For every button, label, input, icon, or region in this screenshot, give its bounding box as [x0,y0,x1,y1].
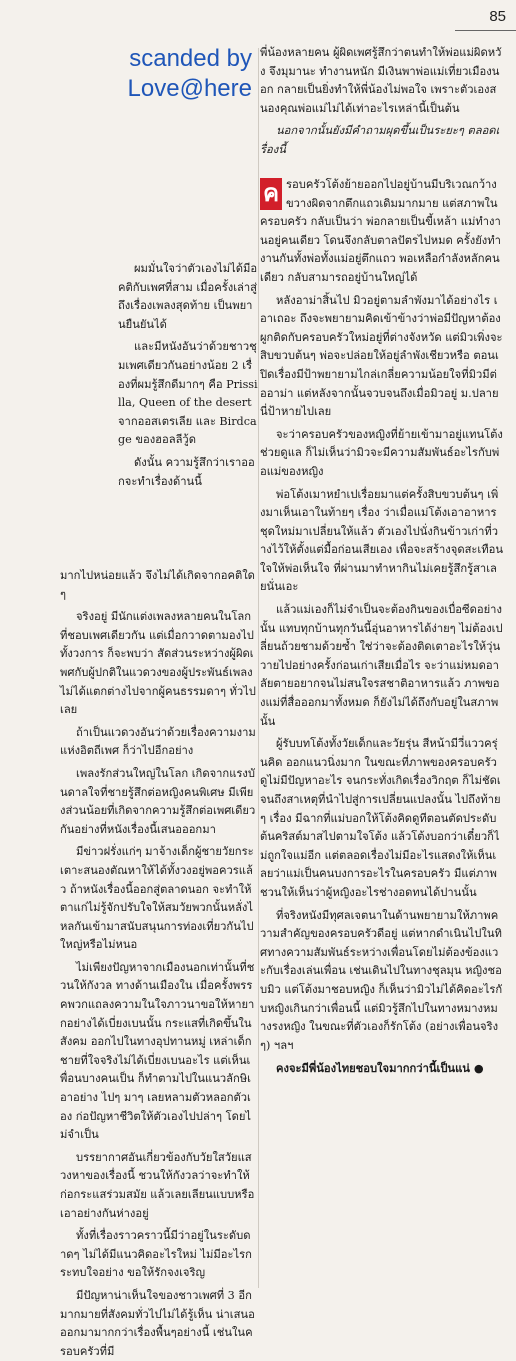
paragraph: ที่จริงหนังมีทุศลเจตนาในด้านพยายามให้ภาพความสำคัญของครอบครัวดีอยู่ แต่หากดำเนินไปในทิศทางความสัมพันธ์ระหว่างเพื่อนโดยไม่ต้องข้องแวะกับเรื่องเล่นเพื่อน เช่นเดินไปในทางชุลมุน หญิงชอบมิว แต่โต้งมาชอบหญิง ก็เห็นว่ามิวไม่ได้คิดอะไรกับหญิงเกินกว่าเพื่อนนี้ แต่มิวรู้สึกไปในทางหมางหมางรงหญิง ในขณะที่ตัวเองก็รักโต้ง (อย่างเพื่อนจริงๆ) ฯลฯ [260,908,503,1052]
paragraph: บรรยากาศอันเกี่ยวข้องกับวัยใสวัยแสวงหาของเรื่องนี้ ชวนให้กังวลว่าจะทำให้ก่อกระแสร่วมสมัย แล้วเลยเลียนแบบหรือเอาอย่างกันห่างอยู่ [60,1150,255,1220]
paragraph: ไม่เพียงปัญหาจากเมืองนอกเท่านั้นที่ชวนให้กังวล ทางด้านเมืองใน เมื่อครั้งพรรคพวกแถลงความในใจภาวนาขอให้หายากอย่างได้เบี่ยงเบนนั้น กระแสที่เกิดขึ้นในสังคม ออกไปในทางอุปทานหมู่ เหล่าเด็กชายที่ใจจริงไม่ได้เบี่ยงเบนอะไร แต่เห็นเพื่อนบางคนเป็น ก็ทำตามไปในแนวลักษิเอาอย่าง ไปๆ มาๆ เลยหลามตัวหลอกตัวเอง ก่อปัญหาชีวิตให้ตัวเองไปปล่าๆ โดยไม่จำเป็น [60,960,255,1142]
paragraph: มีปัญหาน่าเห็นใจของชาวเพศที่ 3 อีกมากมายที่สังคมทั่วไปไม่ได้รู้เห็น น่าเสนอออกมามากกว่าเรื่องพื้นๆอย่างนี้ เช่นในครอบครัวที่มี [60,1288,255,1358]
paragraph: ทั้งที่เรื่องราวคราวนี้มีว่าอยู่ในระดับดาดๆ ไม่ได้มีแนวคิดอะไรใหม่ ไม่มีอะไรกระทบใจอย่าง ขอให้รักจงเจริญ [60,1229,252,1280]
paragraph: มีข่าวฝรั่งแก่ๆ มาจ้างเด็กผู้ชายวัยกระเตาะสนองตัณหาให้ได้ทั้งวงอยู่พอควรแล้ว ถ้าหนังเรื่องนี้ออกสู่ตลาดนอก จะทำให้ตาแก่ไม่รู้จักปรับใจให้สมวัยพวกนั้นหลั่งไหลกันเข้ามาสนับสนุนการท่องเที่ยวกันไปใหญ่หรือไม่หนอ [60,845,254,952]
left-column-middle [118,260,258,570]
right-column-top [260,44,503,174]
closing-line: คงจะมีพี่น้องไทยชอบใจมากกว่านี้เป็นแน่ ● [276,1061,484,1076]
left-column-bottom [60,567,256,1358]
paragraph-text: รอบครัวโต้งย้ายออกไปอยู่บ้านมีบริเวณกว้างขวางผิดจากตึกแถวเดิมมากมาย แต่สภาพในครอบครัว กลับเป็นว่า พ่อกลายเป็นขี้เหล้า แม่ทำงานอยู่คนเดียว โดนจึงกลับตาลปัตรไปหมด ครั้งยังทำงานกันทั้งพ่อทั้งแม่อยู่ตึกแถว พอเหลือกำลังหลักคนเดียว กลับสามารถอยู่บ้านใหญ่ได้ [260,178,501,284]
scan-credit-line-1: scanded by [129,45,252,72]
paragraph: แล้วแม่เองก็ไม่จำเป็นจะต้องกินของเบื่อซีดอย่างนั้น แทบทุกบ้านทุกวันนี้อุ่นอาหารได้ง่ายๆ ไม่ต้องเปลี่ยนถ้วยชามด้วยซ้ำ ใช่ว่าจะต้องติดเตาอะไรให้วุ่นวายไปอย่างครั้งก่อนเก่าเสียเมื่อไร จะว่าแม่หมดอาลัยตายอยากจนไม่สนใจรสชาติอาหารแล้ว ภาพของแม่ที่สื่อออกมาทั้งหมด ก็ยังไม่ได้ถึงกับอยู่ในสภาพนั้น [260,603,503,728]
paragraph: จริงอยู่ มีนักแต่งเพลงหลายคนในโลกที่ชอบเพศเดียวกัน แต่เมื่อกวาดตามองไปทั้งวงการ ก็จะพบว่า สัดส่วนระหว่างผู้ผิดเพศกับผู้ปกติในแวดวงของผู้ประพันธ์เพลง ไม่ได้แตกต่างไปจากผู้คนธรรมดาๆ ทั่วไปเลย [60,610,256,717]
drop-cap: ค [260,178,282,210]
paragraph: หลังอาม่าสิ้นไป มิวอยู่ตามลำพังมาได้อย่างไร เอาเถอะ ถึงจะพยายามคิดเข้าข้างว่าพ่อมีปัญหาต้องผูกติดกับครอบครัวใหม่อยู่ที่ต่างจังหวัด แต่มิวเพิ่งจะสิบขวบต้นๆ พ่อจะปล่อยให้อยู่ลำพังเชียวหรือ ตอนเปิดเรื่องมีป้าพยายามไกล่เกลี่ยความน้อยใจที่มิวมีต่ออาม่า แต่หลังจากนั้นจวบจนถึงเมื่อมิวอยู่ ม.ปลายนี่ป้าหายไปเลย [260,293,503,419]
paragraph: ผมมั่นใจว่าตัวเองไม่ได้มีอคติกับเพศที่สาม เมื่อครั้งเล่าสู่ถึงเรื่องเพลงสุดท้าย เป็นพยานยืนยันได้ [118,262,258,331]
paragraph: มากไปหน่อยแล้ว จึงไม่ได้เกิดจากอคติใดๆ [60,569,255,601]
paragraph: จะว่าครอบครัวของหญิงที่ย้ายเข้ามาอยู่แทนโต้งช่วยดูแล ก็ไม่เห็นว่ามิวจะมีความสัมพันธ์อะไรกับพ่อแม่ของหญิง [260,427,503,478]
column-divider [258,48,259,1288]
paragraph: ดังนั้น ความรู้สึกว่าเราออกจะทำเรื่องด้านนี้ [118,455,255,488]
right-column-main [260,176,503,1300]
paragraph: และมีหนังอันว่าด้วยชาวชุมเพศเดียวกันอย่างน้อย 2 เรื่องที่ผมรู้สึกดีมากๆ คือ Prissilla, Queen of the desert จากออสเตรเลีย และ Birdcage ของฮอลลีวู้ด [118,340,258,447]
scan-credit [80,44,252,104]
paragraph: ผู้รับบทโต้งทั้งวัยเด็กและวัยรุ่น สีหน้ามีวี่แววครุ่นคิด ออกแนวนิ่งมาก ในขณะที่ภาพของครอบครัวดูไม่มีปัญหาอะไร จนกระทั่งเกิดเรื่องวิกฤต ก็ไม่ชัดเจนถึงสาเหตุที่นำไปสู่การเปลี่ยนแปลงนั้น ไปถึงท้ายๆ เรื่อง มีฉากที่แม่บอกให้โต้งคิดดูทีตอนตัดประดับต้นคริสต์มาสไปตามใจโต้ง แล้วโต้งบอกว่าเดี๋ยวก็ไม่ถูกใจแม่อีก แต่ตลอดเรื่องไม่มีอะไรแสดงให้เห็นเลยว่าแม่เป็นคนบงการอะไรในครอบครัว มีแต่ภาพชวนให้เห็นว่าผู้หญิงอะไรช่างอดทนได้ปานนั้น [260,737,501,899]
page-number: 85 [489,8,506,25]
header-rule [455,30,516,31]
paragraph: พี่น้องหลายคน ผู้ผิดเพศรู้สึกว่าตนทำให้พ่อแม่ผิดหวัง จึงมุมานะ ทำงานหนัก มีเงินพาพ่อแม่เที่ยวเมืองนอก กลายเป็นยิ่งทำให้พี่น้องไม่พอใจ เพราะตัวเองสนองคุณพ่อแม่ไม่ได้เท่าอะไรเหล่านี้เป็นต้น [260,46,502,115]
paragraph: ถ้าเป็นแวดวงอันว่าด้วยเรื่องความงามแห่งอิตถีเพศ ก็ว่าไปอีกอย่าง [60,725,256,758]
paragraph-with-dropcap [260,176,503,288]
paragraph: นอกจากนั้นยังมีคำถามผุดขึ้นเป็นระยะๆ ตลอดเรื่องนี้ [260,124,500,156]
scan-credit-line-2: Love@here [127,75,252,102]
paragraph: พ่อโต้งเมาหยำเปเรื่อยมาแต่ครั้งสิบขวบต้นๆ เพิ่งมาเห็นเอาในท้ายๆ เรื่อง ว่าเมื่อแม่โต้งเอาอาหารชุดใหม่มาเปลี่ยนให้แล้ว ตัวเองไปนั่งกินข้าวเก่าที่วางไว้ให้ตั้งแต่มื้อก่อนเสียเอง เพื่อจะสร้างจุดสะเทือนใจให้พ่อเห็นใจ ที่ผ่านมาทำหากินไม่เคยรู้สึกรู้สาเลยนั่นเอะ [260,487,503,594]
paragraph: เพลงรักส่วนใหญ่ในโลก เกิดจากแรงบันดาลใจที่ชายรู้สึกต่อหญิงคนพิเศษ มีเพียงส่วนน้อยที่เกิดจากความรู้สึกต่อเพศเดียวกันอย่างที่หนังเรื่องนี้เสนอออกมา [60,766,256,836]
